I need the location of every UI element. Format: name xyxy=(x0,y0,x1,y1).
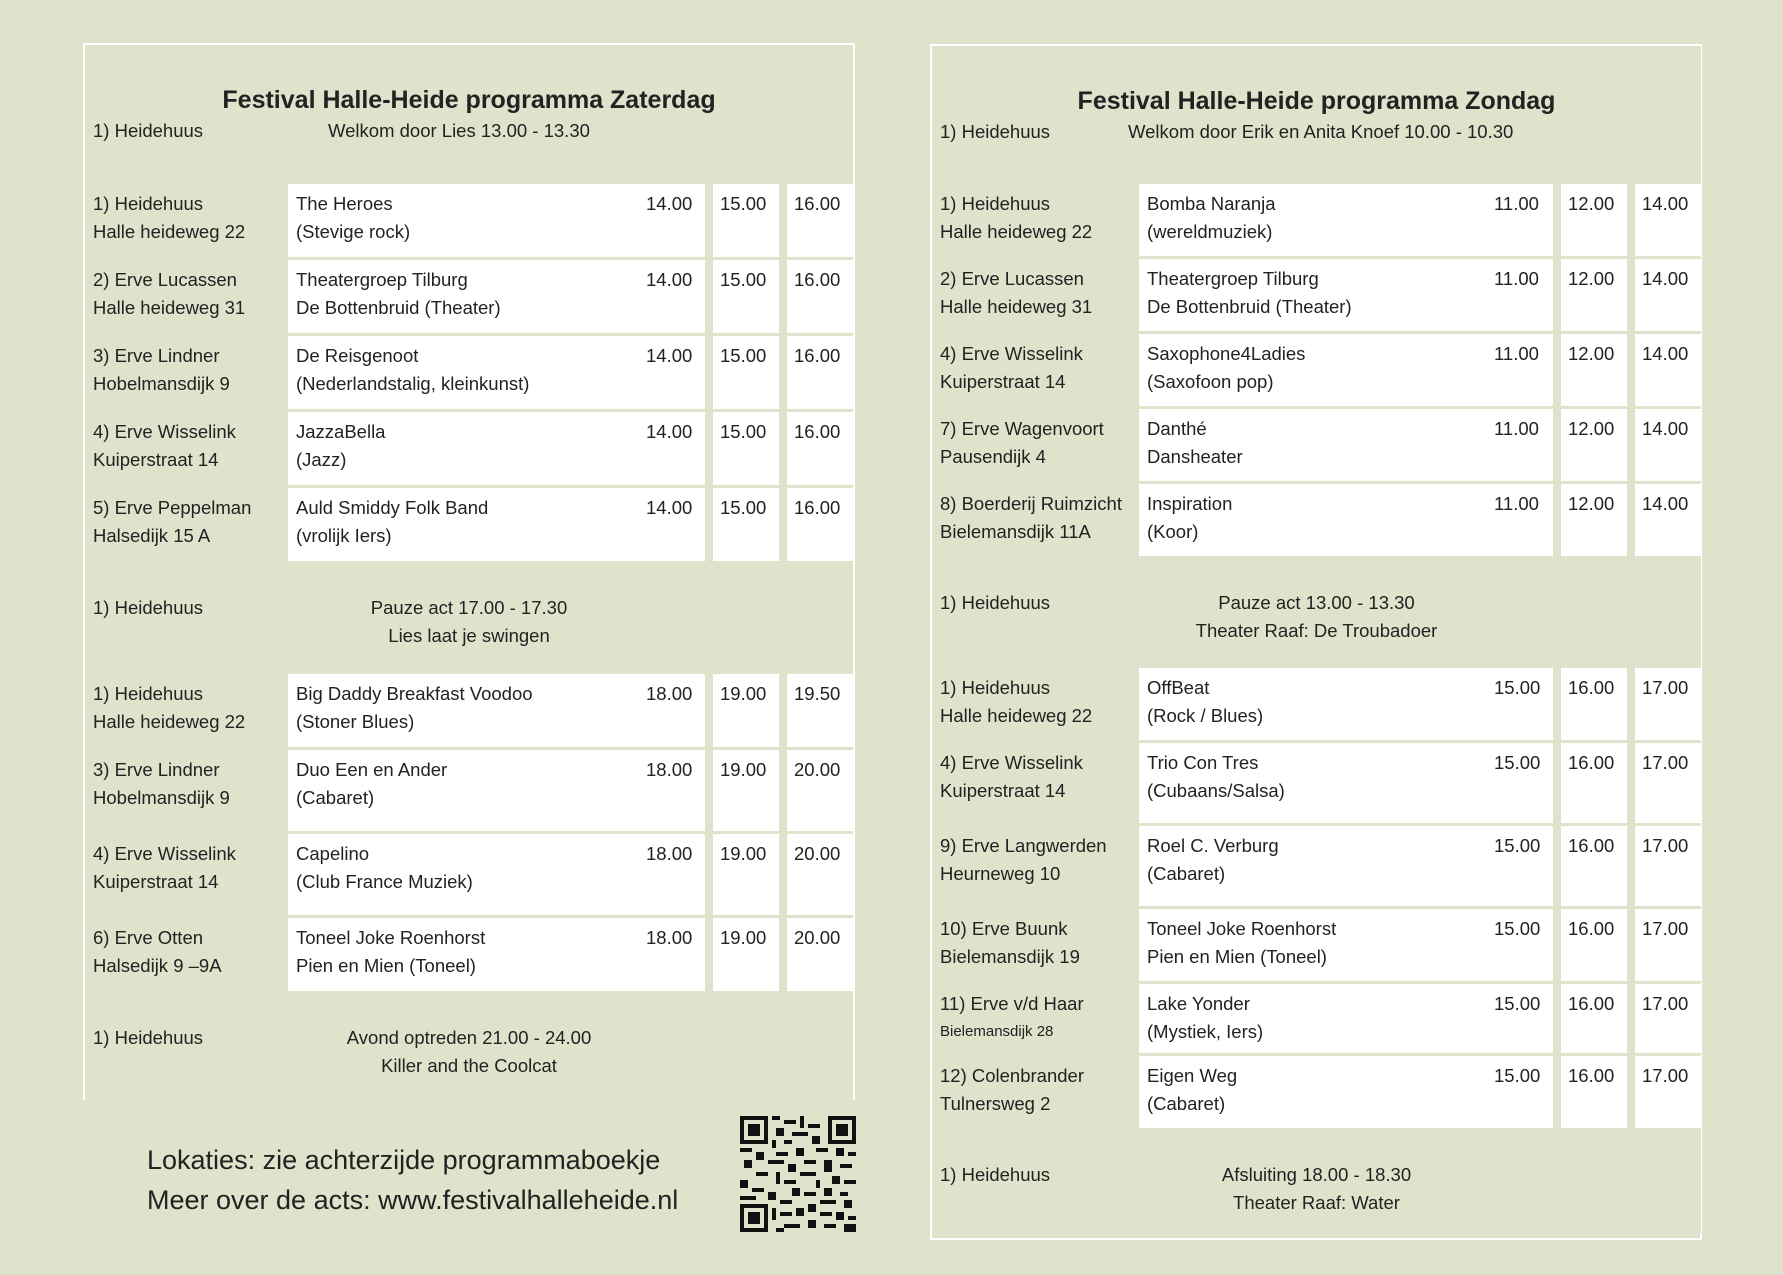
venue-address: Hobelmansdijk 9 xyxy=(93,786,230,808)
act-name: Duo Een en Ander xyxy=(296,758,448,780)
act-cell xyxy=(288,672,639,748)
time-cell: 19.00 xyxy=(713,672,779,748)
venue-name: 4) Erve Wisselink xyxy=(940,342,1083,364)
time-cell: 11.00 xyxy=(1487,257,1553,332)
venue-cell xyxy=(85,258,288,334)
venue-name: 1) Heidehuus xyxy=(93,682,204,704)
venue-address: Kuiperstraat 14 xyxy=(940,779,1066,801)
column-divider xyxy=(779,258,787,334)
time-cell: 18.00 xyxy=(639,748,705,832)
time-cell: 12.00 xyxy=(1561,407,1627,482)
sunday-block1-row xyxy=(932,482,1701,557)
column-divider xyxy=(1553,407,1561,482)
time-cell: 16.00 xyxy=(1561,907,1627,982)
sunday-title: Festival Halle-Heide programma Zondag xyxy=(1077,87,1556,115)
act-cell xyxy=(288,832,639,916)
saturday-block2-row xyxy=(85,672,853,748)
venue-name: 1) Heidehuus xyxy=(940,676,1051,698)
act-genre: Pien en Mien (Toneel) xyxy=(1147,945,1327,967)
column-divider xyxy=(1553,982,1561,1054)
sunday-closing-act: Theater Raaf: Water xyxy=(1233,1191,1400,1213)
time-cell: 16.00 xyxy=(1561,824,1627,907)
time-cell: 20.00 xyxy=(787,916,853,992)
sunday-block2-row xyxy=(932,982,1701,1054)
sunday-program-panel xyxy=(930,44,1702,1240)
act-genre: (Stevige rock) xyxy=(296,220,411,242)
time-cell: 18.00 xyxy=(639,672,705,748)
sunday-block2-row xyxy=(932,907,1701,982)
act-name: Trio Con Tres xyxy=(1147,751,1259,773)
venue-name: 4) Erve Wisselink xyxy=(93,842,236,864)
column-divider xyxy=(1627,1054,1635,1129)
venue-address: Heurneweg 10 xyxy=(940,862,1061,884)
column-divider xyxy=(705,334,713,410)
column-divider xyxy=(705,258,713,334)
column-divider xyxy=(1553,666,1561,741)
act-name: Bomba Naranja xyxy=(1147,192,1276,214)
column-divider xyxy=(705,916,713,992)
time-cell: 14.00 xyxy=(639,486,705,562)
column-divider xyxy=(1553,257,1561,332)
column-divider xyxy=(1627,666,1635,741)
act-cell xyxy=(288,410,639,486)
act-cell xyxy=(1139,982,1487,1054)
saturday-title: Festival Halle-Heide programma Zaterdag xyxy=(222,86,716,114)
venue-address: Bielemansdijk 19 xyxy=(940,945,1080,967)
time-cell: 20.00 xyxy=(787,748,853,832)
act-cell xyxy=(288,182,639,258)
venue-cell xyxy=(85,410,288,486)
time-cell: 15.00 xyxy=(1487,907,1553,982)
act-cell xyxy=(1139,1054,1487,1129)
venue-cell xyxy=(85,748,288,832)
act-genre: (vrolijk Iers) xyxy=(296,524,392,546)
column-divider xyxy=(1627,482,1635,557)
time-cell: 16.00 xyxy=(787,182,853,258)
time-cell: 15.00 xyxy=(1487,741,1553,824)
saturday-pause-act: Lies laat je swingen xyxy=(388,624,550,646)
sunday-block1-row xyxy=(932,182,1701,257)
act-genre: (Saxofoon pop) xyxy=(1147,370,1274,392)
act-genre: (Mystiek, Iers) xyxy=(1147,1020,1264,1042)
sunday-block1-row xyxy=(932,332,1701,407)
time-cell: 16.00 xyxy=(787,334,853,410)
column-divider xyxy=(1627,182,1635,257)
column-divider xyxy=(1627,407,1635,482)
act-genre: (Jazz) xyxy=(296,448,347,470)
time-cell: 15.00 xyxy=(713,410,779,486)
act-cell xyxy=(1139,824,1487,907)
venue-address: Pausendijk 4 xyxy=(940,445,1046,467)
saturday-closing-title: Avond optreden 21.00 - 24.00 xyxy=(346,1026,592,1048)
venue-address: Kuiperstraat 14 xyxy=(93,448,219,470)
venue-cell xyxy=(932,1054,1139,1129)
venue-cell xyxy=(932,666,1139,741)
time-cell: 15.00 xyxy=(713,182,779,258)
column-divider xyxy=(1553,1054,1561,1129)
time-cell: 14.00 xyxy=(1635,332,1701,407)
act-cell xyxy=(1139,332,1487,407)
saturday-block1-row xyxy=(85,182,853,258)
venue-name: 10) Erve Buunk xyxy=(940,917,1068,939)
column-divider xyxy=(779,748,787,832)
column-divider xyxy=(1627,824,1635,907)
column-divider xyxy=(779,410,787,486)
time-cell: 17.00 xyxy=(1635,1054,1701,1129)
time-cell: 16.00 xyxy=(1561,982,1627,1054)
time-cell: 14.00 xyxy=(1635,257,1701,332)
venue-name: 11) Erve v/d Haar xyxy=(940,992,1084,1014)
column-divider xyxy=(1553,332,1561,407)
column-divider xyxy=(779,486,787,562)
time-cell: 11.00 xyxy=(1487,482,1553,557)
saturday-closing-act: Killer and the Coolcat xyxy=(381,1054,557,1076)
sunday-closing-location: 1) Heidehuus xyxy=(940,1163,1051,1185)
act-genre: (Nederlandstalig, kleinkunst) xyxy=(296,372,530,394)
sunday-block2-row xyxy=(932,824,1701,907)
act-cell xyxy=(1139,741,1487,824)
time-cell: 12.00 xyxy=(1561,332,1627,407)
footer-website-text: Meer over de acts: www.festivalhalleheide.nl xyxy=(147,1185,679,1215)
column-divider xyxy=(1553,824,1561,907)
column-divider xyxy=(705,410,713,486)
time-cell: 16.00 xyxy=(787,258,853,334)
act-genre: De Bottenbruid (Theater) xyxy=(1147,295,1352,317)
time-cell: 11.00 xyxy=(1487,407,1553,482)
venue-cell xyxy=(85,916,288,992)
saturday-block2-row xyxy=(85,832,853,916)
act-cell xyxy=(1139,182,1487,257)
column-divider xyxy=(705,748,713,832)
venue-address: Halsedijk 9 –9A xyxy=(93,954,222,976)
act-name: Capelino xyxy=(296,842,370,864)
venue-address: Halle heideweg 22 xyxy=(93,220,246,242)
saturday-block1-row xyxy=(85,410,853,486)
venue-address: Halle heideweg 22 xyxy=(940,704,1093,726)
venue-cell xyxy=(85,334,288,410)
saturday-program-panel xyxy=(83,43,855,1100)
act-name: Roel C. Verburg xyxy=(1147,834,1279,856)
venue-cell xyxy=(85,832,288,916)
time-cell: 15.00 xyxy=(713,334,779,410)
act-genre: (Cabaret) xyxy=(1147,862,1226,884)
column-divider xyxy=(779,334,787,410)
act-name: Danthé xyxy=(1147,417,1207,439)
time-cell: 18.00 xyxy=(639,916,705,992)
sunday-block1-row xyxy=(932,407,1701,482)
act-cell xyxy=(288,258,639,334)
venue-cell xyxy=(932,824,1139,907)
time-cell: 11.00 xyxy=(1487,182,1553,257)
act-cell xyxy=(1139,257,1487,332)
column-divider xyxy=(1627,741,1635,824)
act-name: JazzaBella xyxy=(296,420,386,442)
sunday-block2-row xyxy=(932,666,1701,741)
time-cell: 20.00 xyxy=(787,832,853,916)
column-divider xyxy=(1627,907,1635,982)
venue-cell xyxy=(932,407,1139,482)
saturday-block2-row xyxy=(85,916,853,992)
sunday-pause-location: 1) Heidehuus xyxy=(940,591,1051,613)
venue-address: Hobelmansdijk 9 xyxy=(93,372,230,394)
venue-name: 3) Erve Lindner xyxy=(93,344,220,366)
venue-name: 9) Erve Langwerden xyxy=(940,834,1107,856)
time-cell: 15.00 xyxy=(1487,666,1553,741)
venue-cell xyxy=(85,672,288,748)
venue-cell xyxy=(932,741,1139,824)
time-cell: 14.00 xyxy=(639,182,705,258)
venue-name: 7) Erve Wagenvoort xyxy=(940,417,1104,439)
time-cell: 14.00 xyxy=(639,258,705,334)
venue-cell xyxy=(85,182,288,258)
time-cell: 12.00 xyxy=(1561,257,1627,332)
venue-name: 5) Erve Peppelman xyxy=(93,496,252,518)
time-cell: 15.00 xyxy=(713,258,779,334)
saturday-pause-title: Pauze act 17.00 - 17.30 xyxy=(370,596,568,618)
venue-address: Halle heideweg 31 xyxy=(93,296,246,318)
act-name: Inspiration xyxy=(1147,492,1233,514)
column-divider xyxy=(1627,982,1635,1054)
saturday-pause-block xyxy=(93,594,845,650)
venue-name: 1) Heidehuus xyxy=(940,192,1051,214)
venue-address: Bielemansdijk 11A xyxy=(940,520,1091,542)
time-cell: 16.00 xyxy=(1561,1054,1627,1129)
column-divider xyxy=(779,832,787,916)
time-cell: 16.00 xyxy=(1561,666,1627,741)
sunday-schedule-table xyxy=(932,46,1701,1234)
venue-cell xyxy=(85,486,288,562)
column-divider xyxy=(1553,182,1561,257)
time-cell: 19.50 xyxy=(787,672,853,748)
saturday-closing-location: 1) Heidehuus xyxy=(93,1026,204,1048)
time-cell: 14.00 xyxy=(1635,407,1701,482)
venue-address: Halle heideweg 22 xyxy=(93,710,246,732)
sunday-pause-block xyxy=(940,589,1693,645)
act-cell xyxy=(288,486,639,562)
sunday-block1-row xyxy=(932,257,1701,332)
saturday-intro-location: 1) Heidehuus xyxy=(93,120,204,141)
time-cell: 17.00 xyxy=(1635,907,1701,982)
time-cell: 19.00 xyxy=(713,748,779,832)
venue-cell xyxy=(932,907,1139,982)
time-cell: 19.00 xyxy=(713,832,779,916)
act-name: Big Daddy Breakfast Voodoo xyxy=(296,682,533,704)
time-cell: 17.00 xyxy=(1635,741,1701,824)
time-cell: 18.00 xyxy=(639,832,705,916)
act-name: Theatergroep Tilburg xyxy=(296,268,468,290)
act-cell xyxy=(1139,407,1487,482)
qr-code-icon xyxy=(740,1116,856,1232)
act-genre: (Stoner Blues) xyxy=(296,710,415,732)
column-divider xyxy=(705,182,713,258)
time-cell: 15.00 xyxy=(1487,824,1553,907)
act-cell xyxy=(288,748,639,832)
venue-name: 2) Erve Lucassen xyxy=(940,267,1084,289)
time-cell: 16.00 xyxy=(787,486,853,562)
act-cell xyxy=(288,334,639,410)
footer-info xyxy=(147,1140,678,1220)
act-genre: (wereldmuziek) xyxy=(1147,220,1273,242)
saturday-block1-row xyxy=(85,486,853,562)
act-cell xyxy=(1139,907,1487,982)
act-name: The Heroes xyxy=(296,192,393,214)
column-divider xyxy=(1553,907,1561,982)
venue-address: Halle heideweg 22 xyxy=(940,220,1093,242)
venue-name: 6) Erve Otten xyxy=(93,926,204,948)
column-divider xyxy=(1627,332,1635,407)
venue-address: Halle heideweg 31 xyxy=(940,295,1093,317)
time-cell: 14.00 xyxy=(1635,182,1701,257)
venue-cell xyxy=(932,332,1139,407)
sunday-pause-title: Pauze act 13.00 - 13.30 xyxy=(1218,591,1415,613)
venue-name: 4) Erve Wisselink xyxy=(93,420,236,442)
saturday-block2-row xyxy=(85,748,853,832)
act-genre: Dansheater xyxy=(1147,445,1243,467)
column-divider xyxy=(779,916,787,992)
time-cell: 17.00 xyxy=(1635,982,1701,1054)
venue-address: Bielemansdijk 28 xyxy=(940,1022,1054,1040)
sunday-intro-location: 1) Heidehuus xyxy=(940,121,1051,142)
act-cell xyxy=(288,916,639,992)
venue-address: Kuiperstraat 14 xyxy=(93,870,219,892)
time-cell: 16.00 xyxy=(1561,741,1627,824)
act-genre: De Bottenbruid (Theater) xyxy=(296,296,501,318)
sunday-pause-act: Theater Raaf: De Troubadoer xyxy=(1195,619,1438,641)
time-cell: 15.00 xyxy=(1487,982,1553,1054)
column-divider xyxy=(705,672,713,748)
act-name: OffBeat xyxy=(1147,676,1210,698)
time-cell: 12.00 xyxy=(1561,482,1627,557)
time-cell: 17.00 xyxy=(1635,666,1701,741)
act-genre: (Club France Muziek) xyxy=(296,870,473,892)
sunday-block2-row xyxy=(932,1054,1701,1129)
venue-name: 2) Erve Lucassen xyxy=(93,268,237,290)
act-name: Auld Smiddy Folk Band xyxy=(296,496,489,518)
time-cell: 11.00 xyxy=(1487,332,1553,407)
venue-name: 1) Heidehuus xyxy=(93,192,204,214)
column-divider xyxy=(779,182,787,258)
saturday-schedule-table xyxy=(85,45,853,1102)
column-divider xyxy=(1627,257,1635,332)
venue-address: Halsedijk 15 A xyxy=(93,524,211,546)
act-cell xyxy=(1139,482,1487,557)
act-name: Toneel Joke Roenhorst xyxy=(296,926,486,948)
act-genre: (Cubaans/Salsa) xyxy=(1147,779,1285,801)
act-name: Saxophone4Ladies xyxy=(1147,342,1306,364)
venue-name: 12) Colenbrander xyxy=(940,1064,1084,1086)
time-cell: 12.00 xyxy=(1561,182,1627,257)
sunday-intro-text: Welkom door Erik en Anita Knoef 10.00 - 10.30 xyxy=(1128,121,1514,142)
venue-cell xyxy=(932,482,1139,557)
saturday-block1-row xyxy=(85,258,853,334)
act-name: Theatergroep Tilburg xyxy=(1147,267,1319,289)
saturday-block1-row xyxy=(85,334,853,410)
act-name: De Reisgenoot xyxy=(296,344,419,366)
time-cell: 15.00 xyxy=(1487,1054,1553,1129)
footer-locations-text: Lokaties: zie achterzijde programmaboekje xyxy=(147,1145,661,1175)
act-genre: (Rock / Blues) xyxy=(1147,704,1264,726)
venue-cell xyxy=(932,982,1139,1054)
act-cell xyxy=(1139,666,1487,741)
column-divider xyxy=(1553,482,1561,557)
act-name: Toneel Joke Roenhorst xyxy=(1147,917,1337,939)
saturday-pause-location: 1) Heidehuus xyxy=(93,596,204,618)
time-cell: 15.00 xyxy=(713,486,779,562)
time-cell: 14.00 xyxy=(639,334,705,410)
column-divider xyxy=(705,832,713,916)
time-cell: 14.00 xyxy=(639,410,705,486)
venue-name: 8) Boerderij Ruimzicht xyxy=(940,492,1122,514)
column-divider xyxy=(705,486,713,562)
time-cell: 14.00 xyxy=(1635,482,1701,557)
act-genre: (Koor) xyxy=(1147,520,1199,542)
saturday-intro-text: Welkom door Lies 13.00 - 13.30 xyxy=(328,120,590,141)
act-genre: Pien en Mien (Toneel) xyxy=(296,954,476,976)
column-divider xyxy=(1553,741,1561,824)
column-divider xyxy=(779,672,787,748)
venue-name: 3) Erve Lindner xyxy=(93,758,220,780)
act-genre: (Cabaret) xyxy=(1147,1092,1226,1114)
venue-cell xyxy=(932,182,1139,257)
venue-name: 4) Erve Wisselink xyxy=(940,751,1083,773)
act-genre: (Cabaret) xyxy=(296,786,375,808)
sunday-block2-row xyxy=(932,741,1701,824)
time-cell: 19.00 xyxy=(713,916,779,992)
sunday-closing-block xyxy=(940,1161,1693,1217)
sunday-closing-title: Afsluiting 18.00 - 18.30 xyxy=(1221,1163,1412,1185)
act-name: Eigen Weg xyxy=(1147,1064,1238,1086)
venue-cell xyxy=(932,257,1139,332)
time-cell: 16.00 xyxy=(787,410,853,486)
time-cell: 17.00 xyxy=(1635,824,1701,907)
act-name: Lake Yonder xyxy=(1147,992,1250,1014)
venue-address: Tulnersweg 2 xyxy=(940,1092,1051,1114)
saturday-closing-block xyxy=(93,1024,845,1080)
venue-address: Kuiperstraat 14 xyxy=(940,370,1066,392)
